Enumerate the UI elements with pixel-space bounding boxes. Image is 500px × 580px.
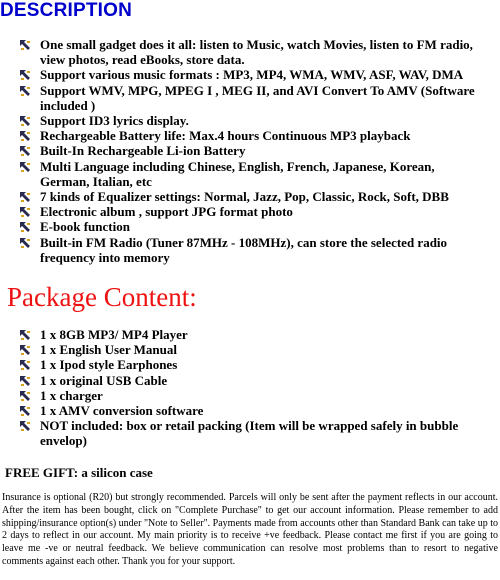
list-item-text: Electronic album , support JPG format photo [40,204,293,220]
list-item [0,418,480,448]
list-item-text: 1 x English User Manual [40,342,178,358]
bullet-arrow-icon [19,69,31,81]
bullet-arrow-icon [19,161,31,173]
list-item [0,327,480,342]
list-item-text: Support ID3 lyrics display. [40,113,189,129]
list-item-text: 1 x charger [40,387,103,403]
list-item-text: 1 x original USB Cable [40,372,168,388]
list-item-text: Support WMV, MPG, MPEG I , MEG II, and AVI Convert To AMV (Software included ) [40,82,475,113]
bullet-arrow-icon [19,130,31,142]
bullet-arrow-icon [19,359,31,371]
list-item [0,235,480,265]
description-heading: DESCRIPTION [0,0,133,21]
bullet-arrow-icon [19,206,31,218]
list-item-text: 1 x 8GB MP3/ MP4 Player [40,327,188,342]
bullet-arrow-icon [19,145,31,157]
list-item [0,342,480,357]
list-item-text: 1 x AMV conversion software [40,403,204,419]
list-item [0,143,480,158]
list-item [0,159,480,189]
list-item [0,128,480,143]
list-item-text: NOT included: box or retail packing (Item will be wrapped safely in bubble envelop) [40,418,459,449]
list-item [0,219,480,234]
list-item-text: Built-in FM Radio (Tuner 87MHz - 108MHz), can store the selected radio frequency into memory [40,234,448,265]
bullet-arrow-icon [19,39,31,51]
list-item [0,388,480,403]
list-item-text: Support various music formats : MP3, MP4, WMA, WMV, ASF, WAV, DMA [40,67,464,83]
package-list [0,327,480,449]
list-item-text: E-book function [40,219,130,235]
list-item-text: One small gadget does it all: listen to Music, watch Movies, listen to FM radio, view photos, read eBooks, store data. [40,37,473,68]
list-item [0,83,480,113]
free-gift-text: FREE GIFT: a silicon case [5,465,153,480]
bullet-arrow-icon [19,390,31,402]
list-item [0,37,480,67]
list-item-text: Built-In Rechargeable Li-ion Battery [40,143,246,159]
list-item [0,189,480,204]
bullet-arrow-icon [19,115,31,127]
bullet-arrow-icon [19,85,31,97]
terms-paragraph: Insurance is optional (R20) but strongly recommended. Parcels will only be sent after the payment reflects in our account. After the item has been bought, click on "Complete Purchase" to get our account information. Please remember to add shipping/insurance option(s) under "Note to Seller". Payments made from accounts other than Standard Bank can take up to 2 days to reflect in our account. My main priority is to receive +ve feedback. Please contact me first if you are going to leave me -ve or neutral feedback. We believe communication can resolve most problems than to resort to negative comments against each other. Thank you for your support. [2,492,498,567]
list-item-text: 7 kinds of Equalizer settings: Normal, Jazz, Pop, Classic, Rock, Soft, DBB [40,189,449,205]
list-item [0,373,480,388]
list-item-text: Multi Language including Chinese, English, French, Japanese, Korean, German, Italian, etc [40,158,435,189]
list-item [0,403,480,418]
bullet-arrow-icon [19,420,31,432]
list-item [0,67,480,82]
list-item [0,204,480,219]
bullet-arrow-icon [19,375,31,387]
bullet-arrow-icon [19,237,31,249]
list-item-text: 1 x Ipod style Earphones [40,357,178,373]
description-list [0,37,480,265]
bullet-arrow-icon [19,405,31,417]
list-item-text: Rechargeable Battery life: Max.4 hours Continuous MP3 playback [40,128,411,144]
bullet-arrow-icon [19,344,31,356]
list-item [0,357,480,372]
bullet-arrow-icon [19,329,31,341]
list-item [0,113,480,128]
bullet-arrow-icon [19,191,31,203]
bullet-arrow-icon [19,221,31,233]
package-heading: Package Content: [7,282,197,312]
